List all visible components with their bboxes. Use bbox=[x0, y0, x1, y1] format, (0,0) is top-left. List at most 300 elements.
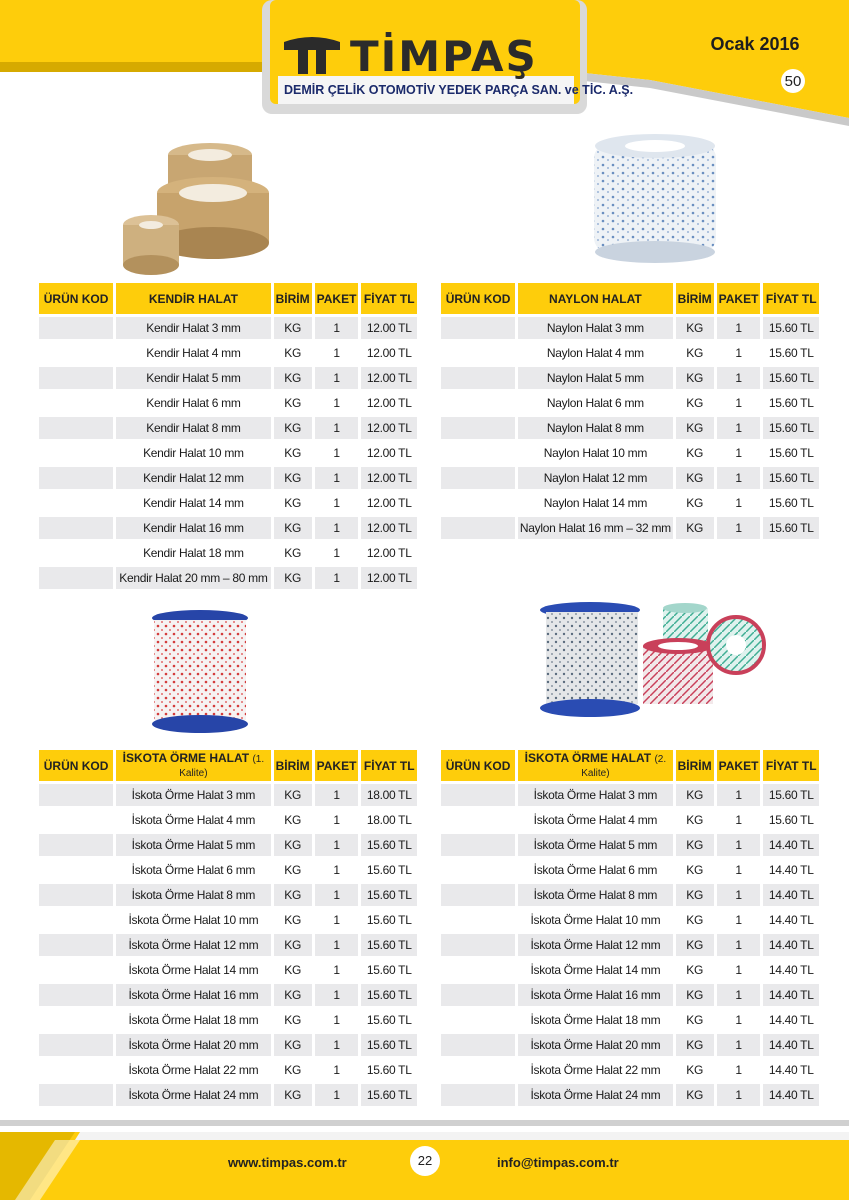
urun-kod-cell bbox=[39, 467, 116, 489]
table-row bbox=[39, 392, 417, 414]
fiyat-cell: 15.60 TL bbox=[763, 417, 819, 439]
urun-kod-cell bbox=[39, 784, 116, 806]
birim-cell: KG bbox=[274, 934, 315, 956]
urun-kod-cell bbox=[39, 1084, 116, 1106]
product-name-cell: İskota Örme Halat 14 mm bbox=[518, 959, 675, 981]
birim-cell: KG bbox=[676, 342, 717, 364]
product-name-cell: İskota Örme Halat 3 mm bbox=[518, 784, 675, 806]
birim-cell: KG bbox=[676, 392, 717, 414]
table-row bbox=[441, 342, 819, 364]
header-paket: PAKET bbox=[717, 750, 764, 781]
birim-cell: KG bbox=[676, 909, 717, 931]
fiyat-cell: 12.00 TL bbox=[366, 546, 412, 560]
company-name: DEMİR ÇELİK OTOMOTİV YEDEK PARÇA SAN. ve TİC. A.Ş. bbox=[284, 83, 634, 97]
urun-kod-cell bbox=[39, 342, 116, 364]
product-name-cell: İskota Örme Halat 4 mm bbox=[116, 809, 273, 831]
brand-name: TİMPAŞ bbox=[350, 32, 538, 81]
product-name-cell: Naylon Halat 12 mm bbox=[518, 467, 676, 489]
table-row bbox=[441, 417, 819, 439]
birim-cell: KG bbox=[274, 567, 315, 589]
urun-kod-cell bbox=[39, 367, 116, 389]
product-name-cell: İskota Örme Halat 12 mm bbox=[116, 934, 273, 956]
urun-kod-cell bbox=[39, 859, 116, 881]
urun-kod-cell bbox=[39, 909, 116, 931]
product-name-cell: İskota Örme Halat 6 mm bbox=[518, 859, 675, 881]
product-name-cell: İskota Örme Halat 20 mm bbox=[116, 1034, 273, 1056]
header-product: İSKOTA ÖRME HALAT (1. Kalite) bbox=[116, 750, 273, 781]
table-row bbox=[39, 317, 417, 339]
paket-cell: 1 bbox=[717, 1009, 764, 1031]
table-row bbox=[441, 1034, 819, 1056]
urun-kod-cell bbox=[441, 442, 518, 464]
header-fiyat: FİYAT TL bbox=[763, 750, 819, 781]
urun-kod-cell bbox=[39, 1059, 116, 1081]
fiyat-cell: 12.00 TL bbox=[366, 346, 412, 360]
table-row bbox=[39, 859, 417, 881]
paket-cell: 1 bbox=[315, 909, 362, 931]
urun-kod-cell bbox=[441, 492, 518, 514]
paket-cell: 1 bbox=[315, 442, 362, 464]
product-name-cell: İskota Örme Halat 8 mm bbox=[518, 884, 675, 906]
paket-cell: 1 bbox=[315, 834, 362, 856]
fiyat-cell: 15.60 TL bbox=[361, 1034, 417, 1056]
urun-kod-cell bbox=[441, 1009, 518, 1031]
paket-cell: 1 bbox=[315, 1034, 362, 1056]
paket-cell: 1 bbox=[717, 1084, 764, 1106]
product-name-cell: İskota Örme Halat 5 mm bbox=[518, 834, 675, 856]
header-paket: PAKET bbox=[315, 750, 362, 781]
birim-cell: KG bbox=[676, 859, 717, 881]
table-row bbox=[39, 834, 417, 856]
fiyat-cell: 14.40 TL bbox=[768, 1013, 814, 1027]
table-row bbox=[441, 467, 819, 489]
kendir-halat-table bbox=[39, 280, 417, 592]
urun-kod-cell bbox=[39, 884, 116, 906]
birim-cell: KG bbox=[676, 834, 717, 856]
product-name-cell: İskota Örme Halat 16 mm bbox=[116, 984, 273, 1006]
birim-cell: KG bbox=[274, 492, 315, 514]
table-row bbox=[441, 317, 819, 339]
paket-cell: 1 bbox=[315, 884, 362, 906]
fiyat-cell: 12.00 TL bbox=[361, 517, 417, 539]
birim-cell: KG bbox=[676, 442, 717, 464]
urun-kod-cell bbox=[441, 984, 518, 1006]
table-row bbox=[39, 909, 417, 931]
paket-cell: 1 bbox=[315, 467, 362, 489]
header-fiyat: FİYAT TL bbox=[361, 750, 417, 781]
product-name-cell: Kendir Halat 10 mm bbox=[116, 442, 274, 464]
birim-cell: KG bbox=[274, 392, 315, 414]
product-name-cell: İskota Örme Halat 24 mm bbox=[518, 1084, 675, 1106]
table-row bbox=[441, 859, 819, 881]
birim-cell: KG bbox=[274, 317, 315, 339]
birim-cell: KG bbox=[676, 1034, 717, 1056]
birim-cell: KG bbox=[274, 1009, 315, 1031]
paket-cell: 1 bbox=[717, 784, 764, 806]
table-row bbox=[441, 517, 819, 539]
urun-kod-cell bbox=[441, 467, 518, 489]
fiyat-cell: 15.60 TL bbox=[763, 317, 819, 339]
birim-cell: KG bbox=[676, 884, 717, 906]
product-name-cell: Kendir Halat 3 mm bbox=[116, 317, 274, 339]
product-name-cell: İskota Örme Halat 12 mm bbox=[518, 934, 675, 956]
header-paket: PAKET bbox=[315, 283, 362, 314]
fiyat-cell: 15.60 TL bbox=[366, 913, 412, 927]
fiyat-cell: 15.60 TL bbox=[768, 396, 814, 410]
table-row bbox=[441, 984, 819, 1006]
paket-cell: 1 bbox=[717, 809, 764, 831]
footer-email[interactable]: info@timpas.com.tr bbox=[497, 1155, 619, 1170]
table-row bbox=[39, 417, 417, 439]
birim-cell: KG bbox=[676, 467, 717, 489]
footer-page-number: 22 bbox=[410, 1146, 440, 1176]
urun-kod-cell bbox=[39, 809, 116, 831]
table-row bbox=[441, 809, 819, 831]
birim-cell: KG bbox=[676, 317, 717, 339]
birim-cell: KG bbox=[676, 784, 717, 806]
header-fiyat: FİYAT TL bbox=[361, 283, 417, 314]
birim-cell: KG bbox=[676, 367, 717, 389]
naylon-halat-image bbox=[590, 130, 720, 265]
paket-cell: 1 bbox=[315, 367, 362, 389]
paket-cell: 1 bbox=[717, 909, 764, 931]
urun-kod-cell bbox=[441, 417, 518, 439]
fiyat-cell: 14.40 TL bbox=[763, 834, 819, 856]
footer-website[interactable]: www.timpas.com.tr bbox=[228, 1155, 347, 1170]
table-row bbox=[441, 934, 819, 956]
fiyat-cell: 15.60 TL bbox=[366, 1013, 412, 1027]
birim-cell: KG bbox=[274, 784, 315, 806]
urun-kod-cell bbox=[441, 317, 518, 339]
urun-kod-cell bbox=[441, 1059, 518, 1081]
product-name-cell: Kendir Halat 14 mm bbox=[116, 492, 274, 514]
fiyat-cell: 14.40 TL bbox=[763, 934, 819, 956]
naylon-halat-table bbox=[441, 280, 819, 542]
product-name-cell: İskota Örme Halat 22 mm bbox=[518, 1059, 675, 1081]
header-fiyat: FİYAT TL bbox=[763, 283, 819, 314]
product-name-cell: Naylon Halat 8 mm bbox=[518, 417, 676, 439]
urun-kod-cell bbox=[39, 834, 116, 856]
product-name-cell: Naylon Halat 3 mm bbox=[518, 317, 676, 339]
product-name-cell: Kendir Halat 20 mm – 80 mm bbox=[116, 567, 274, 589]
birim-cell: KG bbox=[274, 809, 315, 831]
table-row bbox=[441, 1059, 819, 1081]
header-birim: BİRİM bbox=[274, 750, 315, 781]
product-name-cell: İskota Örme Halat 24 mm bbox=[116, 1084, 273, 1106]
iskota-2-kalite-table bbox=[441, 747, 819, 1109]
fiyat-cell: 14.40 TL bbox=[763, 884, 819, 906]
table-row bbox=[39, 467, 417, 489]
fiyat-cell: 15.60 TL bbox=[361, 934, 417, 956]
paket-cell: 1 bbox=[717, 392, 764, 414]
header-urun-kod: ÜRÜN KOD bbox=[39, 283, 116, 314]
paket-cell: 1 bbox=[717, 834, 764, 856]
birim-cell: KG bbox=[274, 909, 315, 931]
paket-cell: 1 bbox=[315, 342, 362, 364]
fiyat-cell: 12.00 TL bbox=[361, 317, 417, 339]
fiyat-cell: 15.60 TL bbox=[768, 496, 814, 510]
birim-cell: KG bbox=[274, 367, 315, 389]
fiyat-cell: 18.00 TL bbox=[361, 784, 417, 806]
paket-cell: 1 bbox=[315, 859, 362, 881]
fiyat-cell: 15.60 TL bbox=[763, 784, 819, 806]
product-name-cell: Naylon Halat 14 mm bbox=[518, 492, 676, 514]
birim-cell: KG bbox=[274, 417, 315, 439]
fiyat-cell: 14.40 TL bbox=[768, 1063, 814, 1077]
paket-cell: 1 bbox=[717, 1034, 764, 1056]
birim-cell: KG bbox=[274, 442, 315, 464]
birim-cell: KG bbox=[274, 859, 315, 881]
birim-cell: KG bbox=[274, 1034, 315, 1056]
paket-cell: 1 bbox=[717, 442, 764, 464]
urun-kod-cell bbox=[441, 959, 518, 981]
fiyat-cell: 15.60 TL bbox=[768, 346, 814, 360]
urun-kod-cell bbox=[39, 517, 116, 539]
header-product: İSKOTA ÖRME HALAT (2. Kalite) bbox=[518, 750, 675, 781]
product-name-cell: İskota Örme Halat 8 mm bbox=[116, 884, 273, 906]
table-row bbox=[441, 784, 819, 806]
table-row bbox=[441, 492, 819, 514]
iskota-2-kalite-image bbox=[538, 600, 768, 725]
urun-kod-cell bbox=[441, 859, 518, 881]
birim-cell: KG bbox=[676, 984, 717, 1006]
birim-cell: KG bbox=[274, 834, 315, 856]
fiyat-cell: 14.40 TL bbox=[763, 984, 819, 1006]
table-row bbox=[39, 959, 417, 981]
birim-cell: KG bbox=[274, 467, 315, 489]
product-name-cell: İskota Örme Halat 14 mm bbox=[116, 959, 273, 981]
fiyat-cell: 14.40 TL bbox=[768, 913, 814, 927]
table-row bbox=[39, 567, 417, 589]
birim-cell: KG bbox=[676, 417, 717, 439]
table-row bbox=[39, 342, 417, 364]
product-name-cell: Naylon Halat 16 mm – 32 mm bbox=[518, 517, 676, 539]
fiyat-cell: 12.00 TL bbox=[366, 396, 412, 410]
paket-cell: 1 bbox=[315, 934, 362, 956]
product-name-cell: İskota Örme Halat 18 mm bbox=[518, 1009, 675, 1031]
urun-kod-cell bbox=[441, 342, 518, 364]
birim-cell: KG bbox=[274, 984, 315, 1006]
header-urun-kod: ÜRÜN KOD bbox=[441, 283, 518, 314]
fiyat-cell: 15.60 TL bbox=[361, 1084, 417, 1106]
header-birim: BİRİM bbox=[676, 750, 717, 781]
urun-kod-cell bbox=[441, 392, 518, 414]
table-row bbox=[39, 884, 417, 906]
fiyat-cell: 14.40 TL bbox=[763, 1084, 819, 1106]
fiyat-cell: 15.60 TL bbox=[366, 1063, 412, 1077]
product-name-cell: İskota Örme Halat 5 mm bbox=[116, 834, 273, 856]
product-name-cell: Kendir Halat 8 mm bbox=[116, 417, 274, 439]
table-row bbox=[441, 1084, 819, 1106]
urun-kod-cell bbox=[441, 1034, 518, 1056]
paket-cell: 1 bbox=[717, 934, 764, 956]
header-birim: BİRİM bbox=[274, 283, 315, 314]
product-name-cell: İskota Örme Halat 16 mm bbox=[518, 984, 675, 1006]
urun-kod-cell bbox=[441, 909, 518, 931]
logo-icon bbox=[282, 36, 342, 76]
table-row bbox=[441, 442, 819, 464]
birim-cell: KG bbox=[274, 542, 315, 564]
paket-cell: 1 bbox=[315, 1059, 362, 1081]
product-name-cell: Kendir Halat 6 mm bbox=[116, 392, 274, 414]
urun-kod-cell bbox=[39, 1009, 116, 1031]
table-row bbox=[39, 934, 417, 956]
paket-cell: 1 bbox=[315, 1009, 362, 1031]
table-row bbox=[39, 542, 417, 564]
urun-kod-cell bbox=[39, 492, 116, 514]
product-name-cell: İskota Örme Halat 22 mm bbox=[116, 1059, 273, 1081]
paket-cell: 1 bbox=[315, 959, 362, 981]
header-urun-kod: ÜRÜN KOD bbox=[441, 750, 518, 781]
product-name-cell: Kendir Halat 16 mm bbox=[116, 517, 274, 539]
fiyat-cell: 15.60 TL bbox=[361, 984, 417, 1006]
header-paket: PAKET bbox=[717, 283, 764, 314]
paket-cell: 1 bbox=[717, 417, 764, 439]
iskota-1-kalite-image bbox=[148, 608, 253, 738]
urun-kod-cell bbox=[441, 834, 518, 856]
table-row bbox=[39, 1009, 417, 1031]
product-name-cell: İskota Örme Halat 10 mm bbox=[518, 909, 675, 931]
product-name-cell: İskota Örme Halat 6 mm bbox=[116, 859, 273, 881]
urun-kod-cell bbox=[39, 984, 116, 1006]
paket-cell: 1 bbox=[315, 392, 362, 414]
product-name-cell: Naylon Halat 6 mm bbox=[518, 392, 676, 414]
urun-kod-cell bbox=[39, 542, 116, 564]
fiyat-cell: 15.60 TL bbox=[361, 884, 417, 906]
fiyat-cell: 12.00 TL bbox=[366, 446, 412, 460]
paket-cell: 1 bbox=[315, 517, 362, 539]
table-row bbox=[441, 392, 819, 414]
paket-cell: 1 bbox=[315, 984, 362, 1006]
birim-cell: KG bbox=[274, 517, 315, 539]
kendir-halat-image bbox=[115, 135, 270, 280]
paket-cell: 1 bbox=[717, 517, 764, 539]
table-row bbox=[39, 1034, 417, 1056]
urun-kod-cell bbox=[39, 442, 116, 464]
paket-cell: 1 bbox=[315, 784, 362, 806]
paket-cell: 1 bbox=[717, 984, 764, 1006]
table-row bbox=[441, 834, 819, 856]
fiyat-cell: 15.60 TL bbox=[763, 467, 819, 489]
urun-kod-cell bbox=[441, 367, 518, 389]
fiyat-cell: 15.60 TL bbox=[768, 446, 814, 460]
birim-cell: KG bbox=[676, 492, 717, 514]
product-name-cell: İskota Örme Halat 10 mm bbox=[116, 909, 273, 931]
fiyat-cell: 15.60 TL bbox=[763, 517, 819, 539]
header-product: KENDİR HALAT bbox=[116, 283, 274, 314]
header-urun-kod: ÜRÜN KOD bbox=[39, 750, 116, 781]
paket-cell: 1 bbox=[717, 317, 764, 339]
page-badge bbox=[774, 64, 812, 98]
table-row bbox=[39, 442, 417, 464]
paket-cell: 1 bbox=[315, 542, 362, 564]
fiyat-cell: 12.00 TL bbox=[361, 417, 417, 439]
birim-cell: KG bbox=[676, 1084, 717, 1106]
paket-cell: 1 bbox=[315, 417, 362, 439]
table-row bbox=[441, 959, 819, 981]
paket-cell: 1 bbox=[717, 959, 764, 981]
product-name-cell: Naylon Halat 4 mm bbox=[518, 342, 676, 364]
urun-kod-cell bbox=[39, 317, 116, 339]
urun-kod-cell bbox=[39, 959, 116, 981]
birim-cell: KG bbox=[676, 517, 717, 539]
fiyat-cell: 12.00 TL bbox=[361, 367, 417, 389]
urun-kod-cell bbox=[441, 884, 518, 906]
paket-cell: 1 bbox=[717, 859, 764, 881]
table-row bbox=[39, 367, 417, 389]
product-name-cell: İskota Örme Halat 3 mm bbox=[116, 784, 273, 806]
fiyat-cell: 15.60 TL bbox=[763, 367, 819, 389]
product-name-cell: Naylon Halat 5 mm bbox=[518, 367, 676, 389]
table-row bbox=[441, 1009, 819, 1031]
product-name-cell: Kendir Halat 4 mm bbox=[116, 342, 274, 364]
product-name-cell: Kendir Halat 5 mm bbox=[116, 367, 274, 389]
birim-cell: KG bbox=[676, 934, 717, 956]
table-row bbox=[39, 492, 417, 514]
birim-cell: KG bbox=[274, 1084, 315, 1106]
page-badge-label: 50 bbox=[784, 73, 802, 90]
table-row bbox=[39, 1059, 417, 1081]
fiyat-cell: 14.40 TL bbox=[763, 1034, 819, 1056]
birim-cell: KG bbox=[676, 809, 717, 831]
fiyat-cell: 18.00 TL bbox=[366, 813, 412, 827]
iskota-1-kalite-table bbox=[39, 747, 417, 1109]
urun-kod-cell bbox=[39, 417, 116, 439]
birim-cell: KG bbox=[274, 884, 315, 906]
paket-cell: 1 bbox=[717, 492, 764, 514]
urun-kod-cell bbox=[39, 1034, 116, 1056]
birim-cell: KG bbox=[274, 959, 315, 981]
fiyat-cell: 12.00 TL bbox=[361, 467, 417, 489]
paket-cell: 1 bbox=[315, 492, 362, 514]
fiyat-cell: 12.00 TL bbox=[361, 567, 417, 589]
paket-cell: 1 bbox=[717, 467, 764, 489]
urun-kod-cell bbox=[441, 517, 518, 539]
fiyat-cell: 15.60 TL bbox=[366, 963, 412, 977]
fiyat-cell: 15.60 TL bbox=[361, 834, 417, 856]
birim-cell: KG bbox=[676, 1009, 717, 1031]
urun-kod-cell bbox=[441, 1084, 518, 1106]
table-row bbox=[39, 809, 417, 831]
table-row bbox=[39, 784, 417, 806]
urun-kod-cell bbox=[441, 934, 518, 956]
birim-cell: KG bbox=[676, 959, 717, 981]
fiyat-cell: 12.00 TL bbox=[366, 496, 412, 510]
urun-kod-cell bbox=[39, 567, 116, 589]
paket-cell: 1 bbox=[315, 317, 362, 339]
paket-cell: 1 bbox=[717, 342, 764, 364]
catalog-date: Ocak 2016 bbox=[710, 34, 800, 54]
product-name-cell: İskota Örme Halat 20 mm bbox=[518, 1034, 675, 1056]
birim-cell: KG bbox=[274, 342, 315, 364]
table-row bbox=[441, 884, 819, 906]
paket-cell: 1 bbox=[315, 567, 362, 589]
table-row bbox=[39, 984, 417, 1006]
product-name-cell: Naylon Halat 10 mm bbox=[518, 442, 676, 464]
header-birim: BİRİM bbox=[676, 283, 717, 314]
paket-cell: 1 bbox=[717, 884, 764, 906]
product-name-cell: Kendir Halat 18 mm bbox=[116, 542, 274, 564]
birim-cell: KG bbox=[274, 1059, 315, 1081]
paket-cell: 1 bbox=[315, 1084, 362, 1106]
birim-cell: KG bbox=[676, 1059, 717, 1081]
header-product: NAYLON HALAT bbox=[518, 283, 676, 314]
fiyat-cell: 14.40 TL bbox=[768, 963, 814, 977]
urun-kod-cell bbox=[441, 809, 518, 831]
paket-cell: 1 bbox=[315, 809, 362, 831]
table-row bbox=[39, 517, 417, 539]
paket-cell: 1 bbox=[717, 1059, 764, 1081]
